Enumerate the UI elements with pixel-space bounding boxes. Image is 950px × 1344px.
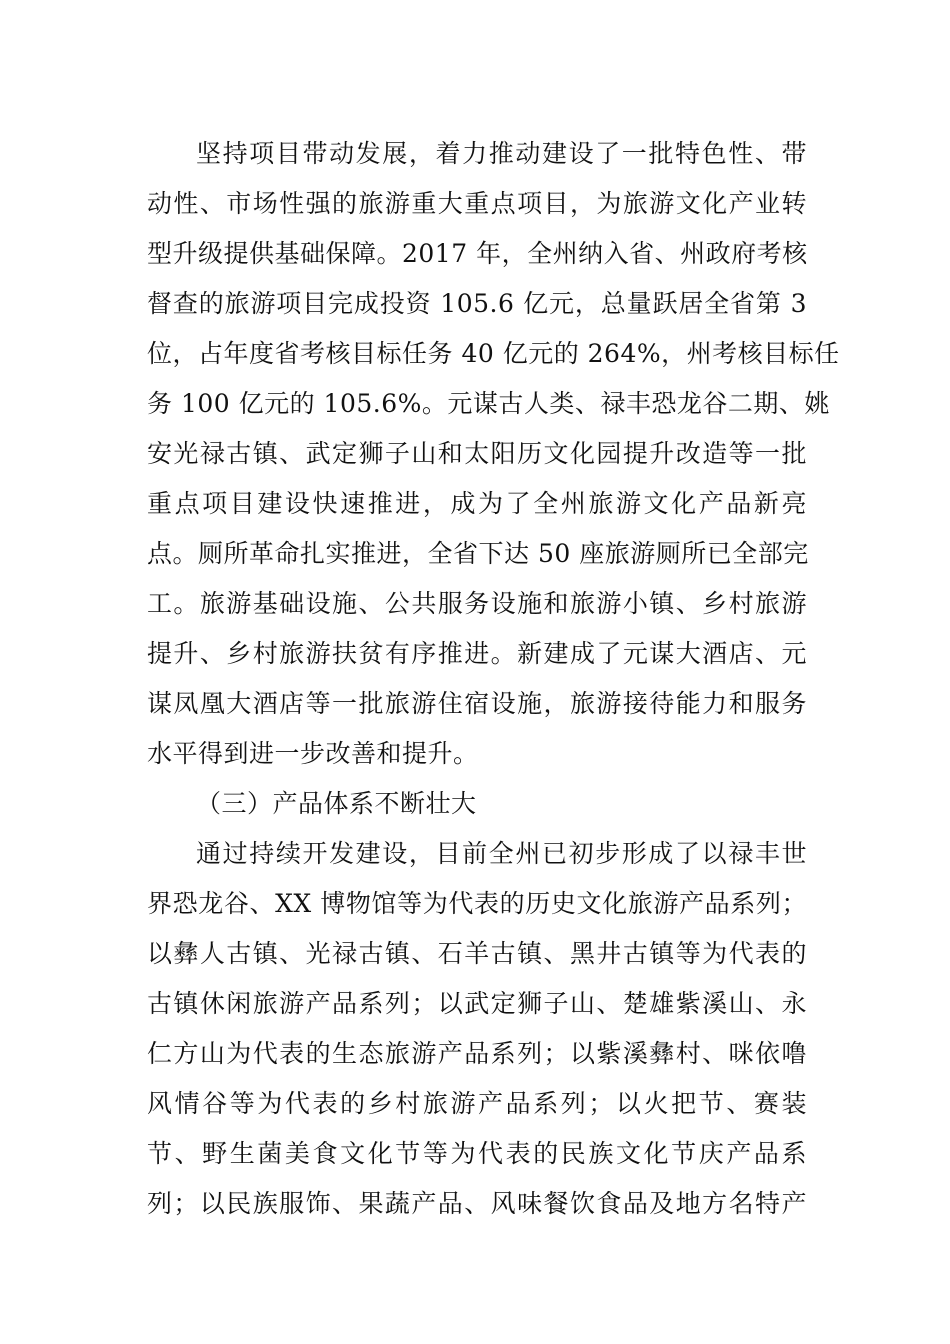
paragraph-1-line-11: 提升、乡村旅游扶贫有序推进。新建成了元谋大酒店、元 <box>147 639 807 668</box>
paragraph-2-line-8: 列；以民族服饰、果蔬产品、风味餐饮食品及地方名特产 <box>147 1189 807 1218</box>
paragraph-1-line-7: 安光禄古镇、武定狮子山和太阳历文化园提升改造等一批 <box>147 439 807 468</box>
paragraph-1-line-13: 水平得到进一步改善和提升。 <box>147 739 479 768</box>
paragraph-2-line-2: 界恐龙谷、XX 博物馆等为代表的历史文化旅游产品系列； <box>147 889 807 918</box>
paragraph-2-line-6: 风情谷等为代表的乡村旅游产品系列；以火把节、赛装 <box>147 1089 807 1118</box>
paragraph-1-line-9: 点。厕所革命扎实推进，全省下达 50 座旅游厕所已全部完 <box>147 539 809 568</box>
paragraph-1-line-10: 工。旅游基础设施、公共服务设施和旅游小镇、乡村旅游 <box>147 589 807 618</box>
paragraph-1-line-8: 重点项目建设快速推进，成为了全州旅游文化产品新亮 <box>147 489 807 518</box>
paragraph-1-line-4: 督查的旅游项目完成投资 105.6 亿元，总量跃居全省第 3 <box>147 289 807 318</box>
section-heading: （三）产品体系不断壮大 <box>196 789 477 818</box>
paragraph-1-line-12: 谋凤凰大酒店等一批旅游住宿设施，旅游接待能力和服务 <box>147 689 807 718</box>
paragraph-1-line-6: 务 100 亿元的 105.6%。元谋古人类、禄丰恐龙谷二期、姚 <box>147 389 830 418</box>
paragraph-1-line-3: 型升级提供基础保障。2017 年，全州纳入省、州政府考核 <box>147 239 808 268</box>
paragraph-2-line-5: 仁方山为代表的生态旅游产品系列；以紫溪彝村、咪依噜 <box>147 1039 807 1068</box>
paragraph-1-line-5: 位，占年度省考核目标任务 40 亿元的 264%，州考核目标任 <box>147 339 840 368</box>
paragraph-2-line-3: 以彝人古镇、光禄古镇、石羊古镇、黑井古镇等为代表的 <box>147 939 807 968</box>
paragraph-2-line-7: 节、野生菌美食文化节等为代表的民族文化节庆产品系 <box>147 1139 807 1168</box>
paragraph-1-line-2: 动性、市场性强的旅游重大重点项目，为旅游文化产业转 <box>147 189 807 218</box>
paragraph-2-line-4: 古镇休闲旅游产品系列；以武定狮子山、楚雄紫溪山、永 <box>147 989 807 1018</box>
paragraph-2-line-1: 通过持续开发建设，目前全州已初步形成了以禄丰世 <box>196 839 807 868</box>
paragraph-1-line-1: 坚持项目带动发展，着力推动建设了一批特色性、带 <box>196 139 807 168</box>
